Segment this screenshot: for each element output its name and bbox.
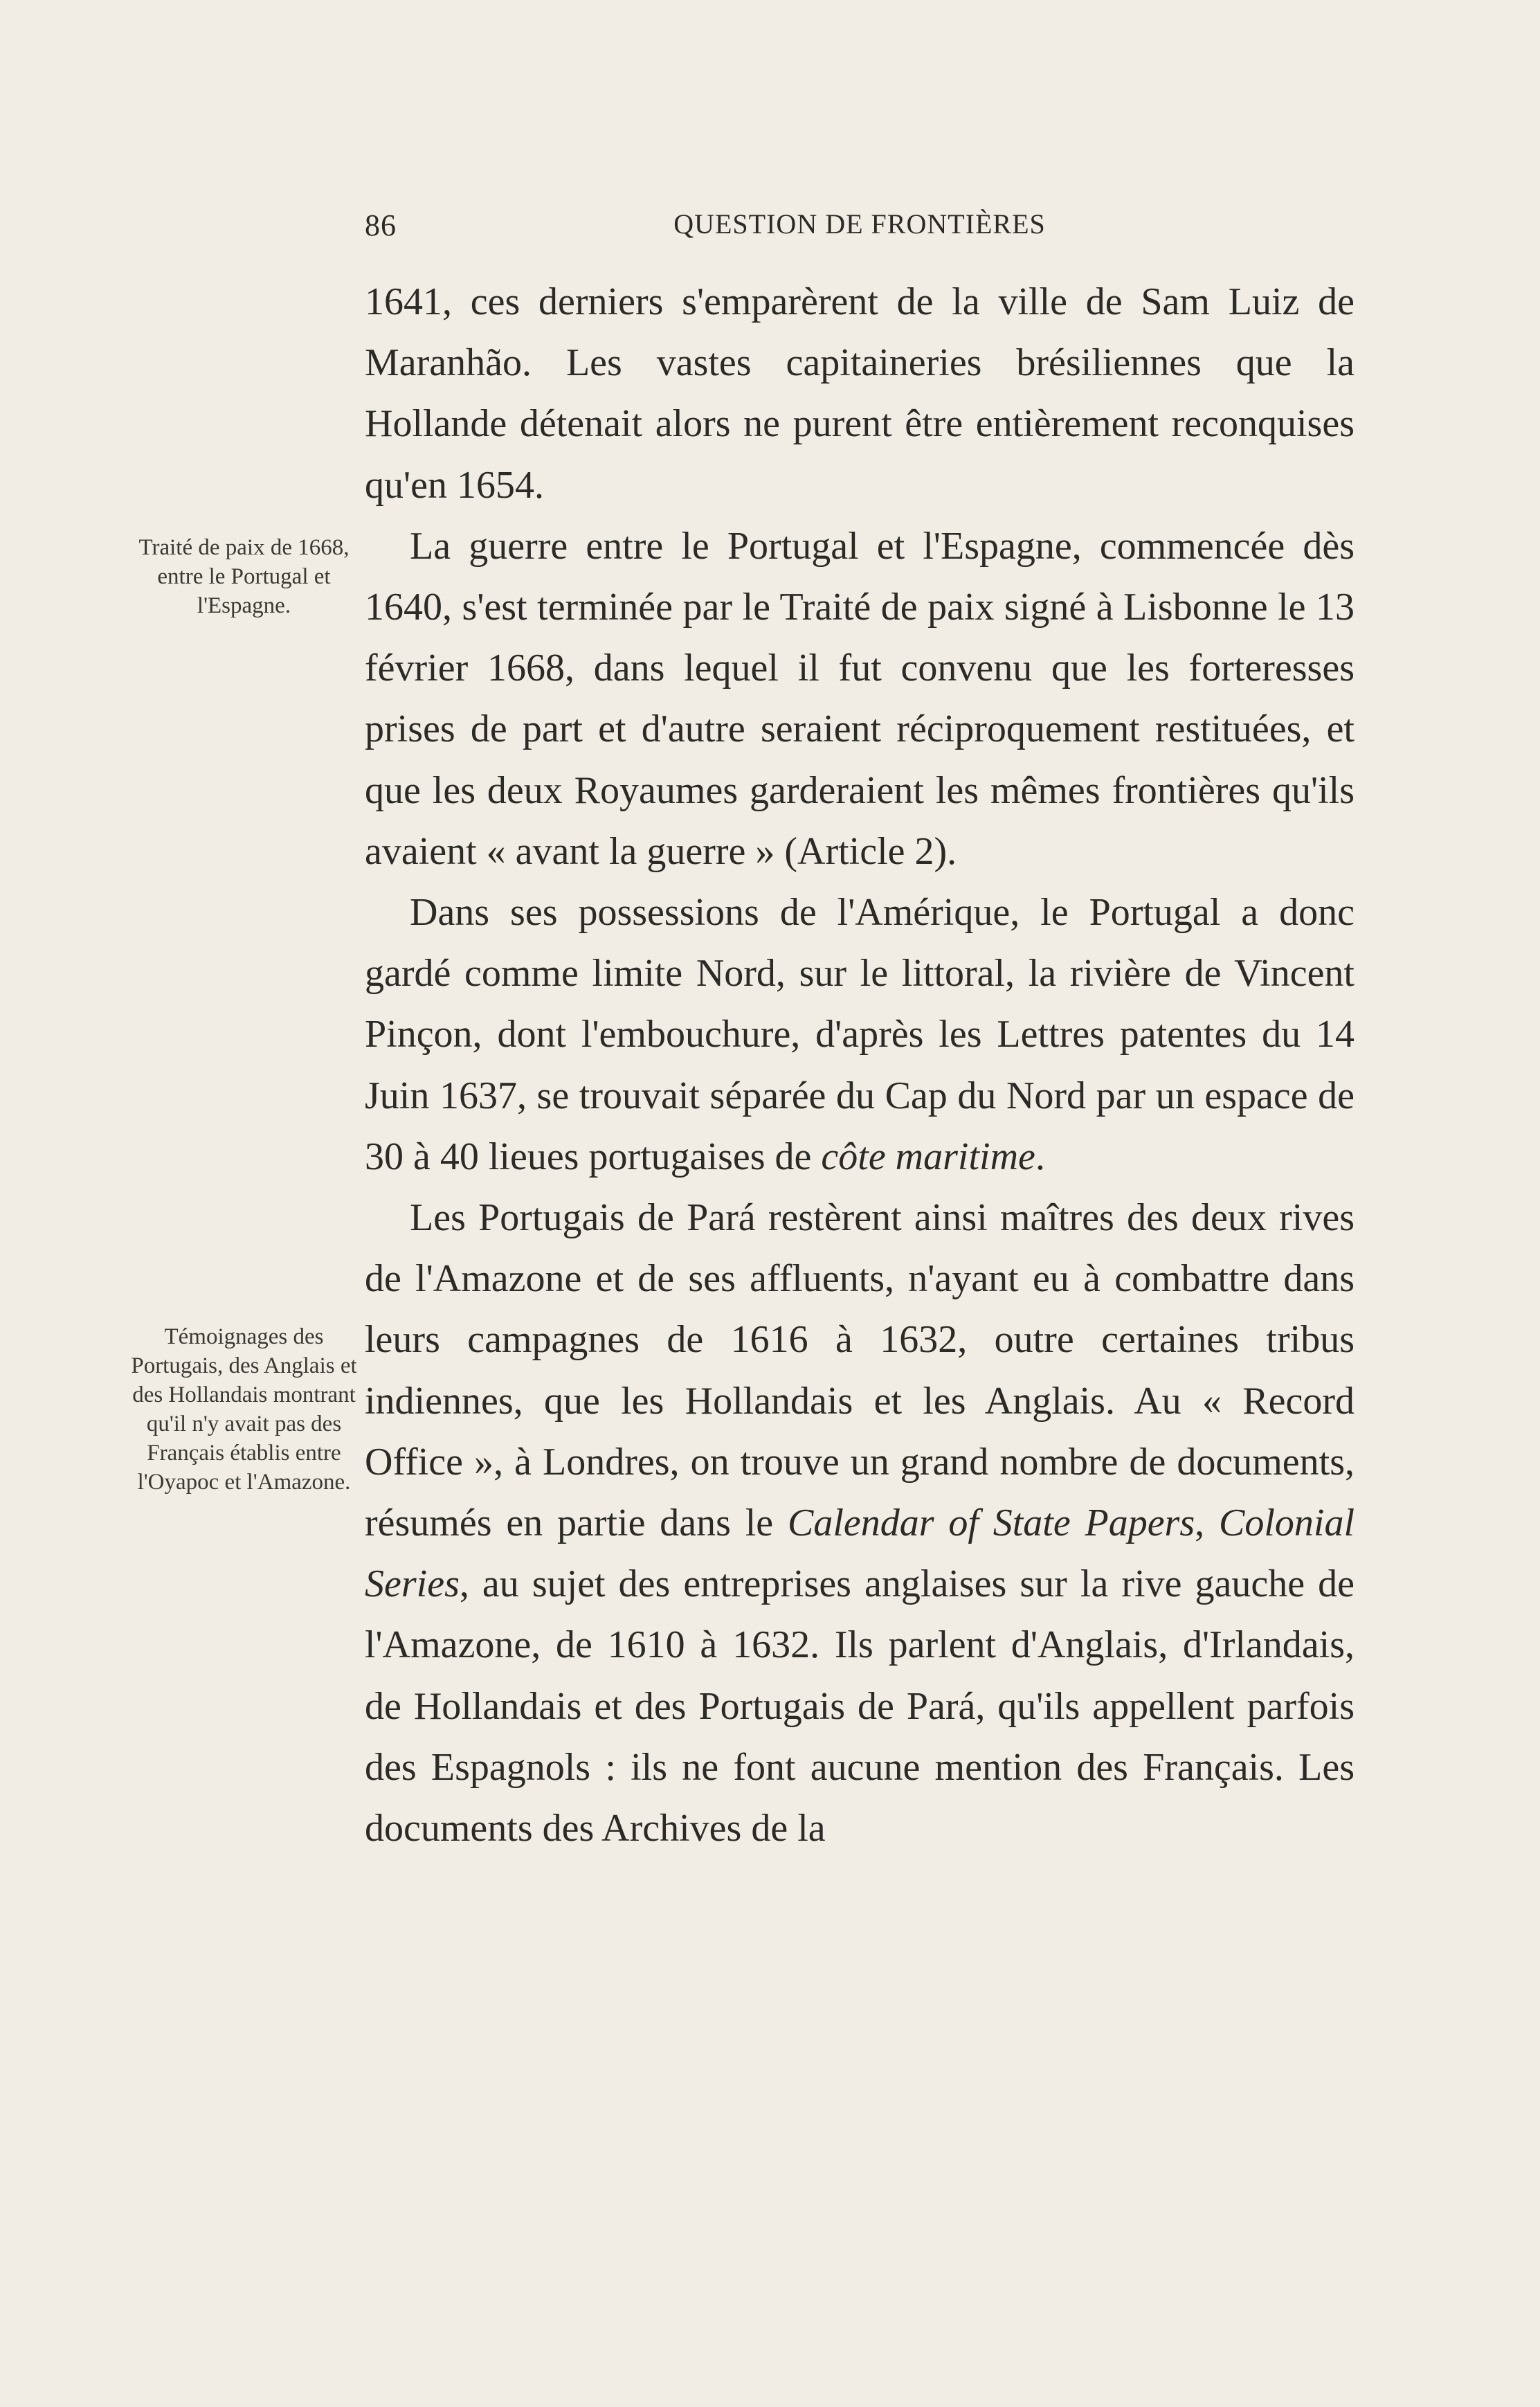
page-header-title: QUESTION DE FRONTIÈRES <box>673 208 1046 240</box>
paragraph-1: 1641, ces derniers s'emparèrent de la ville de Sam Luiz de Maranhão. Les vastes capitaineries brésiliennes que la Hollande détenait alors ne purent être entièrement reconquises qu'en 1654. <box>365 280 1355 507</box>
paragraph-4 <box>365 1187 1355 1859</box>
paragraph-4-rest: , au sujet des entreprises anglaises sur la rive gauche de l'Amazone, de 1610 à 1632. Ils parlent d'Anglais, d'Irlandais, de Hollandais et des Portugais de Pará, qu'ils appellent parfois des Espagnols : ils ne font aucune mention des Français. Les documents des Archives de la <box>365 1562 1355 1850</box>
italic-cote-maritime: côte maritime <box>821 1135 1035 1178</box>
margin-note-treaty: Traité de paix de 1668, entre le Portugal et l'Espagne. <box>138 535 350 618</box>
running-head <box>365 208 1355 249</box>
italic-calendar-title: Calendar of State Papers <box>787 1502 1195 1545</box>
page-number: 86 <box>365 208 397 242</box>
italic-colonial-series: Colonial Series <box>365 1502 1355 1606</box>
paragraph-4-separator: , <box>1195 1502 1205 1545</box>
paragraph-3 <box>365 882 1355 1187</box>
paragraph-2: La guerre entre le Portugal et l'Espagne, commencée dès 1640, s'est terminée par le Traité de paix signé à Lisbonne le 13 février 1668, dans lequel il fut convenu que les forteresses prises de part et d'autre seraient réciproquement restituées, et que les deux Royaumes garderaient les mêmes frontières qu'ils avaient « avant la guerre » (Article 2). <box>365 524 1355 873</box>
paragraph-3-end: . <box>1035 1135 1045 1178</box>
paragraph-4-start: Les Portugais de Pará restèrent ainsi maîtres des deux rives de l'Amazone et de ses affluents, n'ayant eu à combattre dans leurs campagnes de 1616 à 1632, outre certaines tribus indiennes, que les Hollandais et les Anglais. Au « Record Office », à Londres, on trouve un grand nombre de documents, résumés en partie dans le <box>365 1196 1355 1545</box>
main-text <box>365 271 1355 1859</box>
margin-note-testimonies: Témoignages des Portugais, des Anglais et des Hollandais montrant qu'il n'y avait pas des Français établis entre l'Oyapoc et l'Amazone. <box>131 1324 357 1495</box>
paragraph-3-text: Dans ses possessions de l'Amérique, le Portugal a donc gardé comme limite Nord, sur le littoral, la rivière de Vincent Pinçon, dont l'embouchure, d'après les Lettres patentes du 14 Juin 1637, se trouvait séparée du Cap du Nord par un espace de 30 à 40 lieues portugaises de <box>365 891 1355 1178</box>
